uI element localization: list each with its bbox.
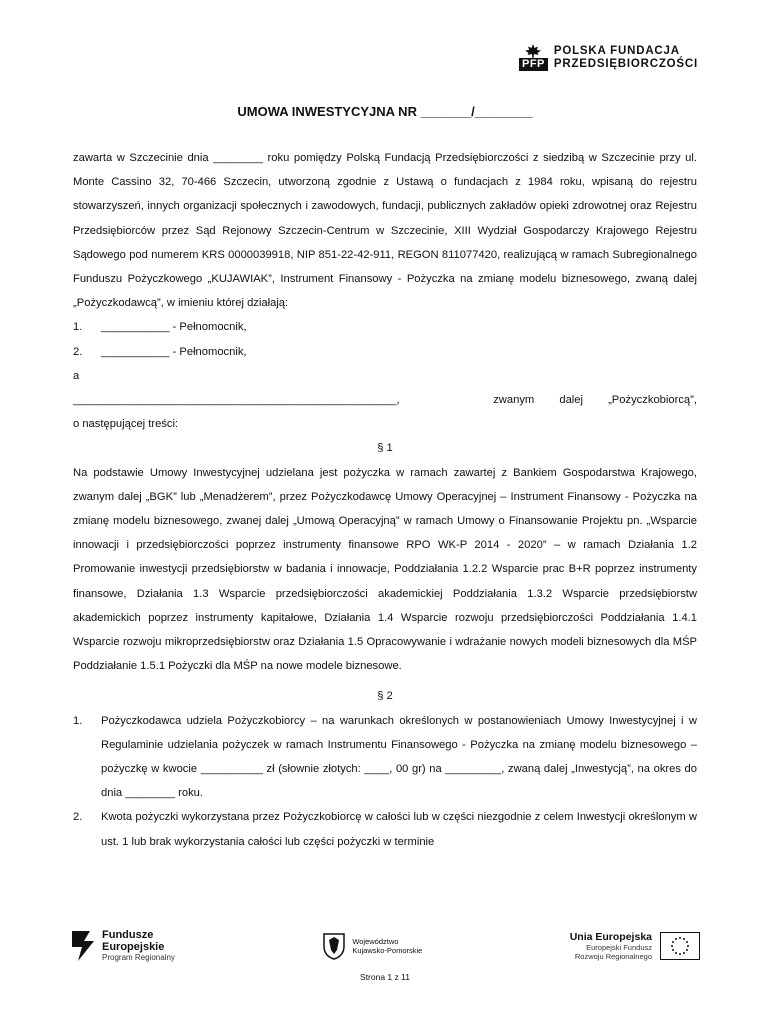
item-number: 2. bbox=[73, 345, 83, 358]
coat-of-arms-icon bbox=[322, 932, 346, 960]
section-1-heading: § 1 bbox=[377, 442, 393, 455]
item-text: ___________ - Pełnomocnik, bbox=[101, 345, 247, 358]
section-2-item bbox=[73, 709, 697, 806]
fe-line-1: Fundusze bbox=[102, 929, 154, 941]
maple-leaf-icon bbox=[524, 44, 542, 58]
following-text: o następującej treści: bbox=[73, 418, 179, 431]
section-1-text: Na podstawie Umowy Inwestycyjnej udzielana jest pożyczka w ramach zawartej z Bankiem Gospodarstwa Krajowego, zwanym dalej „BGK” lub „Menadżerem”, przez Pożyczkodawcę Umowy Operacyjnej – Instrument Finansowy - Pożyczka na zmianę modelu biznesowego, zwanej dalej „Umową Operacyjną” w ramach Umowy o Finansowanie Projektu pn. „Wsparcie innowacji i przedsiębiorczości poprzez instrumenty finansowe RPO WK-P 2014 - 2020” – w ramach Działania 1.2 Promowanie inwestycji przedsiębiorstw w badania i innowacje, Poddziałania 1.2.2 Wsparcie prac B+R poprzez instrumenty finansowe, Działania 1.3 Wsparcie przedsiębiorczości akademickiej Poddziałania 1.3.2 Wsparcie przedsiębiorstw akademickich poprzez instrumenty kapitałowe, Działania 1.4 Wsparcie rozwoju przedsiębiorczości Poddziałania 1.4.1 Wsparcie rozwoju mikroprzedsiębiorstw oraz Działania 1.5 Opracowywanie i wdrażanie nowych modeli biznesowych dla MŚP Poddziałanie 1.5.1 Pożyczki dla MŚP na nowe modele biznesowe. bbox=[73, 466, 697, 673]
item-number: 1. bbox=[73, 321, 83, 334]
fundusze-europejskie-logo bbox=[70, 929, 175, 963]
footer-logos bbox=[70, 926, 700, 966]
fe-line-3: Program Regionalny bbox=[102, 953, 175, 962]
fe-line-2: Europejskie bbox=[102, 941, 165, 953]
wojewodztwo-logo bbox=[322, 932, 422, 960]
borrower-blank: ____________________________________________________, bbox=[73, 394, 400, 407]
section-2-item bbox=[73, 805, 697, 853]
representative-item bbox=[73, 340, 697, 364]
item-text: ___________ - Pełnomocnik, bbox=[101, 321, 247, 334]
item-text: Kwota pożyczki wykorzystana przez Pożyczkobiorcę w całości lub w części niezgodnie z celem Inwestycji określonym w ust. 1 lub brak wykorzystania całości lub części pożyczki w terminie bbox=[101, 811, 697, 848]
woj-line-1: Województwo bbox=[352, 937, 399, 946]
page-number: Strona 1 z 11 bbox=[360, 972, 410, 982]
fundusze-europejskie-mark-icon bbox=[70, 929, 96, 963]
and-word: a bbox=[73, 369, 80, 382]
woj-line-2: Kujawsko-Pomorskie bbox=[352, 946, 423, 955]
ue-line-1: Unia Europejska bbox=[569, 930, 652, 943]
item-text: Pożyczkodawca udziela Pożyczkobiorcy – na warunkach określonych w postanowieniach Umowy Inwestycyjnej i w Regulaminie udzielania pożyczek w ramach Instrumentu Finansowego - Pożyczka na zmianę modelu biznesowego – pożyczkę w kwocie __________ zł (słownie złotych: ____, 00 gr) na _________, zwaną dalej „Inwestycją”, na okres do dnia ________ roku. bbox=[101, 714, 697, 800]
item-number: 2. bbox=[73, 811, 83, 824]
pfp-logo-text bbox=[554, 45, 698, 71]
ue-line-3: Rozwoju Regionalnego bbox=[574, 951, 652, 961]
ue-line-2: Europejski Fundusz bbox=[586, 942, 652, 952]
document-title: UMOWA INWESTYCYJNA NR _______/________ bbox=[237, 104, 533, 119]
section-2-heading: § 2 bbox=[377, 690, 393, 703]
logo-line-2: PRZEDSIĘBIORCZOŚCI bbox=[553, 57, 698, 70]
borrower-rest: zwanym dalej „Pożyczkobiorcą”, bbox=[493, 394, 697, 407]
item-number: 1. bbox=[73, 714, 83, 727]
eu-flag-icon bbox=[660, 932, 700, 960]
intro-paragraph: zawarta w Szczecinie dnia ________ roku pomiędzy Polską Fundacją Przedsiębiorczości z siedzibą w Szczecinie przy ul. Monte Cassino 32, 70-466 Szczecin, utworzoną zgodnie z Ustawą o fundacjach z 1984 roku, wpisaną do rejestru stowarzyszeń, innych organizacji społecznych i zawodowych, fundacji, publicznych zakładów opieki zdrowotnej oraz Rejestru Przedsiębiorców przez Sąd Rejonowy Szczecin-Centrum w Szczecinie, XIII Wydział Gospodarczy Krajowego Rejestru Sądowego pod numerem KRS 0000039918, NIP 851-22-42-911, REGON 811077420, realizującą w ramach Subregionalnego Funduszu Pożyczkowego „KUJAWIAK”, Instrument Finansowy - Pożyczka na zmianę modelu biznesowego, zwaną dalej „Pożyczkodawcą”, w imieniu której działają: bbox=[73, 152, 697, 310]
representative-item bbox=[73, 315, 697, 339]
borrower-line bbox=[73, 388, 697, 412]
logo-line-1: POLSKA FUNDACJA bbox=[553, 44, 680, 57]
unia-europejska-logo bbox=[570, 932, 700, 961]
pfp-logo-mark bbox=[519, 44, 548, 71]
pfp-logo bbox=[519, 44, 698, 71]
pfp-box: PFP bbox=[519, 58, 548, 71]
document-body bbox=[73, 146, 697, 854]
